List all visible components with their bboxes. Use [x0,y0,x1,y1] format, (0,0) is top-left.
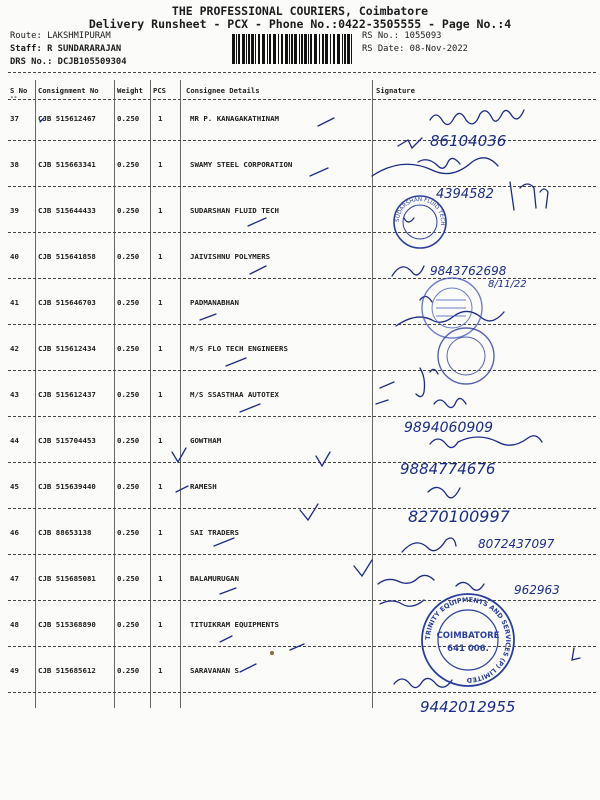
handwritten-number: 4394582 [436,187,494,202]
signature-stroke [434,398,466,407]
signature-stroke [396,311,504,326]
row-consignee: TITUIKRAM EQUIPMENTS [190,620,279,629]
row-sno: 41 [10,298,19,307]
row-consignment-no: CJB 515704453 [38,436,96,445]
row-consignment-no: CJB 515368890 [38,620,96,629]
row-sno: 40 [10,252,19,261]
row-pcs: 1 [158,390,163,399]
row-sno: 38 [10,160,19,169]
signature-stroke [398,138,422,148]
row-weight: 0.250 [117,666,140,675]
row-sno: 39 [10,206,19,215]
row-weight: 0.250 [117,114,140,123]
row-pcs: 1 [158,436,163,445]
row-consignee: M/S FLO TECH ENGINEERS [190,344,288,353]
signature-stroke [416,368,438,397]
row-weight: 0.250 [117,298,140,307]
stamp-ring-text: SUDARSHAN FLUID TECH [394,196,446,226]
row-consignee: GOWTHAM [190,436,222,445]
row-pcs: 1 [158,114,163,123]
stamp-pin: 641 006. [447,644,489,654]
row-consignment-no: CJB 515641858 [38,252,96,261]
col-weight: Weight [117,86,143,95]
handwritten-number: 962963 [514,583,560,597]
tick-mark [172,448,186,462]
row-consignment-no: CJB 515663341 [38,160,96,169]
tick-mark [316,452,330,466]
row-sno: 49 [10,666,19,675]
row-consignee: M/S SSASTHAA AUTOTEX [190,390,279,399]
row-pcs: 1 [158,206,163,215]
row-consignment-no: CJB 515612467 [38,114,96,123]
row-consignment-no: CJB 515646703 [38,298,96,307]
tick-mark [300,504,318,520]
row-consignment-no: CJB 515644433 [38,206,96,215]
dash-mark: -- [10,94,18,101]
row-consignee: JAIVISHNU POLYMERS [190,252,271,261]
signature-stroke [572,648,580,660]
row-consignee: SAI TRADERS [190,528,239,537]
row-weight: 0.250 [117,252,140,261]
route-label: Route: LAKSHMIPURAM [10,31,111,41]
page-title: THE PROFESSIONAL COURIERS, Coimbatore [171,4,429,18]
stamp-city: COIMBATORE [436,631,500,641]
row-consignee: RAMESH [190,482,217,491]
row-pcs: 1 [158,252,163,261]
tick-mark [250,266,266,274]
row-sno: 43 [10,390,19,399]
row-weight: 0.250 [117,206,140,215]
tick-mark [240,664,256,672]
tick-mark [220,636,232,642]
tick-mark [354,560,372,576]
row-weight: 0.250 [117,620,140,629]
row-consignment-no: CJB 515612434 [38,344,96,353]
tick-mark [376,400,388,404]
row-sno: 45 [10,482,19,491]
row-pcs: 1 [158,160,163,169]
row-consignee: PADMANABHAN [190,298,239,307]
row-consignee: SARAVANAN S [190,666,239,675]
row-weight: 0.250 [117,344,140,353]
handwritten-phone: 9442012955 [420,698,516,716]
row-pcs: 1 [158,666,163,675]
handwritten-phone: 9894060909 [404,420,494,436]
row-pcs: 1 [158,528,163,537]
col-consignee: Consignee Details [186,86,260,95]
tick-mark [310,168,328,176]
page-subtitle: Delivery Runsheet - PCX - Phone No.:0422-3505555 - Page No.:4 [88,17,512,31]
row-sno: 47 [10,574,19,583]
signature-stroke [378,575,434,606]
ink-spot [270,651,274,655]
signature-stroke [430,110,524,125]
tick-mark [248,218,266,226]
row-consignment-no: CJB 515685081 [38,574,96,583]
tick-mark [176,486,188,492]
row-consignee: BALAMURUGAN [190,574,239,583]
row-sno: 37 [10,114,19,123]
tick-mark [214,538,234,546]
company-stamp [438,328,494,384]
row-consignee: SWAMY STEEL CORPORATION [190,160,293,169]
row-sno: 48 [10,620,19,629]
signature-stroke [404,218,414,222]
row-weight: 0.250 [117,528,140,537]
tick-mark [226,358,246,366]
handwritten-phone: 8072437097 [478,537,555,551]
handwritten-phone: 86104036 [430,132,507,150]
row-weight: 0.250 [117,436,140,445]
col-signature: Signature [376,86,415,95]
tick-mark [290,644,304,650]
row-pcs: 1 [158,298,163,307]
handwritten-phone: 9884774676 [400,460,496,478]
signature-stroke [456,582,484,590]
signature-stroke [428,487,460,497]
tick-mark [380,382,394,388]
signature-stroke [510,182,548,210]
row-consignment-no: CJB 515612437 [38,390,96,399]
row-weight: 0.250 [117,482,140,491]
signature-stroke [420,296,432,302]
row-consignee: MR P. KANAGAKATHINAM [190,114,279,123]
tick-mark [200,314,216,320]
tick-mark [40,118,44,122]
tick-mark [318,118,334,126]
row-sno: 46 [10,528,19,537]
company-stamp [394,196,446,248]
col-consignment: Consignment No [38,86,99,95]
row-pcs: 1 [158,344,163,353]
row-consignment-no: CJB 515685612 [38,666,96,675]
drs-label: DRS No.: DCJB105509304 [10,57,127,67]
col-pcs: PCS [153,86,166,95]
row-pcs: 1 [158,482,163,491]
handwritten-phone: 9843762698 [430,264,507,278]
rs-date: RS Date: 08-Nov-2022 [362,44,468,54]
row-consignee: SUDARSHAN FLUID TECH [190,206,279,215]
rs-number: RS No.: 1055093 [362,31,442,41]
row-consignment-no: CJB 88653138 [38,528,92,537]
tick-mark [220,588,236,594]
row-weight: 0.250 [117,390,140,399]
signature-stroke [392,266,424,276]
row-pcs: 1 [158,620,163,629]
row-weight: 0.250 [117,160,140,169]
row-consignment-no: CJB 515639440 [38,482,96,491]
stamp-ring-text: TRINITY EQUIPMENTS AND SERVICES (P) LIMITED [423,595,513,685]
row-sno: 42 [10,344,19,353]
coimbatore-stamp [422,594,514,686]
signature-stroke [402,538,456,552]
handwritten-phone: 8270100997 [408,507,510,526]
tick-mark [240,404,260,412]
row-pcs: 1 [158,574,163,583]
row-sno: 44 [10,436,19,445]
handwritten-date: 8/11/22 [488,279,527,290]
col-sno: S No [10,86,28,95]
signature-stroke [430,436,542,448]
row-weight: 0.250 [117,574,140,583]
staff-label: Staff: R SUNDARARAJAN [10,44,122,54]
signature-stroke [372,158,498,176]
